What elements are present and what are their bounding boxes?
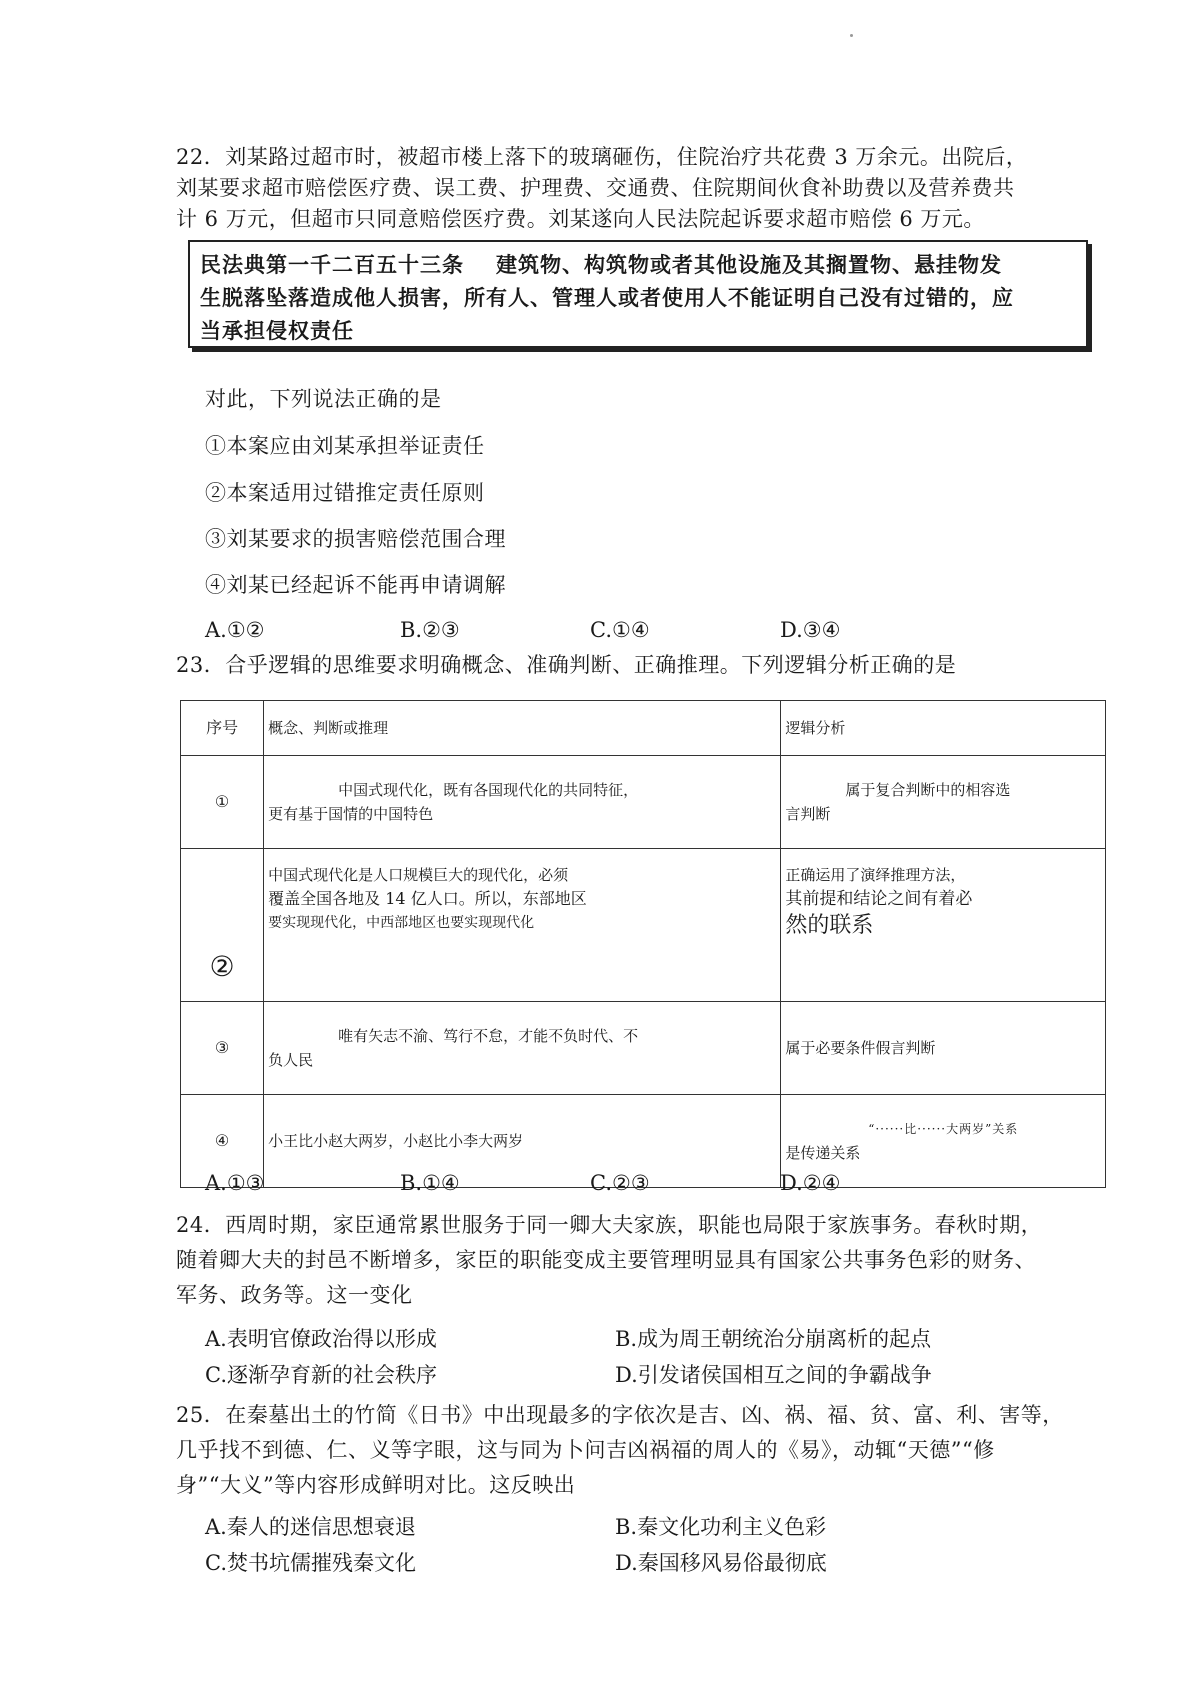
q22-option-b: B.②③: [400, 618, 460, 642]
row-content: [264, 1095, 781, 1188]
row-content-line: 负人民: [268, 1051, 314, 1069]
row-content-line: 唯有矢志不渝、笃行不怠，才能不负时代、不: [338, 1027, 639, 1045]
row-analysis-line: 属于必要条件假言判断: [785, 1039, 936, 1057]
row-analysis-line: 属于复合判断中的相容选: [845, 781, 1011, 799]
row-analysis-line: “······比······大两岁”关系: [868, 1122, 1019, 1136]
scan-speck: [850, 34, 853, 37]
row-content-line: 更有基于国情的中国特色: [268, 805, 434, 823]
q25-option-d: D.秦国移风易俗最彻底: [615, 1551, 827, 1575]
row-content-line: 覆盖全国各地及 14 亿人口。所以，东部地区: [268, 889, 587, 908]
law-line-1: 建筑物、构筑物或者其他设施及其搁置物、悬挂物发: [496, 252, 1002, 277]
header-analysis: 逻辑分析: [781, 701, 1106, 756]
q24-option-b: B.成为周王朝统治分崩离析的起点: [615, 1327, 932, 1351]
row-number: ③: [181, 1002, 264, 1095]
q24-option-a: A.表明官僚政治得以形成: [205, 1327, 437, 1351]
row-analysis: [781, 756, 1106, 849]
q25-option-a: A.秦人的迷信思想衰退: [205, 1515, 416, 1539]
q22-stem-line-3: 计 6 万元，但超市只同意赔偿医疗费。刘某遂向人民法院起诉要求超市赔偿 6 万元。: [176, 207, 985, 231]
q22-statement-4: ④刘某已经起诉不能再申请调解: [205, 573, 506, 597]
law-line-3: 当承担侵权责任: [200, 318, 354, 343]
row-analysis-line: 是传递关系: [785, 1144, 861, 1162]
q23-option-b: B.①④: [400, 1171, 460, 1195]
row-content: [264, 756, 781, 849]
logic-table: [180, 700, 1106, 1188]
row-content-line: 中国式现代化，既有各国现代化的共同特征，: [338, 781, 639, 799]
q22-statement-3: ③刘某要求的损害赔偿范围合理: [205, 527, 506, 551]
row-analysis-line: 其前提和结论之间有着必: [785, 889, 973, 909]
header-content: 概念、判断或推理: [264, 701, 781, 756]
row-content: [264, 1002, 781, 1095]
row-number: ①: [181, 756, 264, 849]
row-content-line: 小王比小赵大两岁，小赵比小李大两岁: [268, 1132, 524, 1150]
table-row: [181, 849, 1106, 1002]
q24-option-c: C.逐渐孕育新的社会秩序: [205, 1363, 437, 1387]
row-analysis-line: 正确运用了演绎推理方法，: [785, 866, 966, 884]
q23-stem: 23．合乎逻辑的思维要求明确概念、准确判断、正确推理。下列逻辑分析正确的是: [176, 653, 957, 677]
q22-option-a: A.①②: [205, 618, 265, 642]
q22-option-d: D.③④: [780, 618, 841, 642]
row-content-line: 中国式现代化是人口规模巨大的现代化，必须: [268, 866, 569, 884]
q23-option-a: A.①③: [205, 1171, 265, 1195]
q22-statement-2: ②本案适用过错推定责任原则: [205, 481, 485, 505]
law-line-2: 生脱落坠落造成他人损害，所有人、管理人或者使用人不能证明自己没有过错的，应: [200, 285, 1014, 310]
q25-stem-line-2: 几乎找不到德、仁、义等字眼，这与同为卜问吉凶祸福的周人的《易》，动辄“天德”“修: [176, 1438, 995, 1462]
q25-stem-line-3: 身”“大义”等内容形成鲜明对比。这反映出: [176, 1473, 576, 1497]
q24-stem-line-2: 随着卿大夫的封邑不断增多，家臣的职能变成主要管理明显具有国家公共事务色彩的财务、: [176, 1248, 1036, 1272]
q23-option-c: C.②③: [590, 1171, 650, 1195]
q22-statement-1: ①本案应由刘某承担举证责任: [205, 434, 485, 458]
row-analysis-line: 然的联系: [785, 913, 874, 938]
q25-stem-line-1: 25．在秦墓出土的竹简《日书》中出现最多的字依次是吉、凶、祸、福、贫、富、利、害等，: [176, 1403, 1064, 1427]
q25-option-b: B.秦文化功利主义色彩: [615, 1515, 827, 1539]
law-quote-box: [188, 240, 1088, 348]
q25-option-c: C.焚书坑儒摧残秦文化: [205, 1551, 416, 1575]
row-number: ④: [181, 1095, 264, 1188]
q22-stem-line-1: 22．刘某路过超市时，被超市楼上落下的玻璃砸伤，住院治疗共花费 3 万余元。出院后，: [176, 145, 1028, 169]
row-content: [264, 849, 781, 1002]
q24-stem-line-1: 24．西周时期，家臣通常累世服务于同一卿大夫家族，职能也局限于家族事务。春秋时期，: [176, 1213, 1043, 1237]
row-analysis-line: 言判断: [785, 805, 831, 823]
q24-stem-line-3: 军务、政务等。这一变化: [176, 1283, 413, 1307]
q22-stem-line-2: 刘某要求超市赔偿医疗费、误工费、护理费、交通费、住院期间伙食补助费以及营养费共: [176, 176, 1015, 200]
row-number: ②: [181, 849, 264, 1002]
table-header-row: [181, 701, 1106, 756]
table-row: [181, 1002, 1106, 1095]
law-title: 民法典第一千二百五十三条: [200, 252, 464, 277]
table-row: [181, 756, 1106, 849]
q23-option-d: D.②④: [780, 1171, 841, 1195]
q24-option-d: D.引发诸侯国相互之间的争霸战争: [615, 1363, 932, 1387]
row-analysis: [781, 1002, 1106, 1095]
row-analysis: [781, 849, 1106, 1002]
q22-question: 对此，下列说法正确的是: [205, 387, 442, 411]
header-number: 序号: [181, 701, 264, 756]
q22-option-c: C.①④: [590, 618, 650, 642]
row-content-line: 要实现现代化，中西部地区也要实现现代化: [268, 915, 535, 931]
